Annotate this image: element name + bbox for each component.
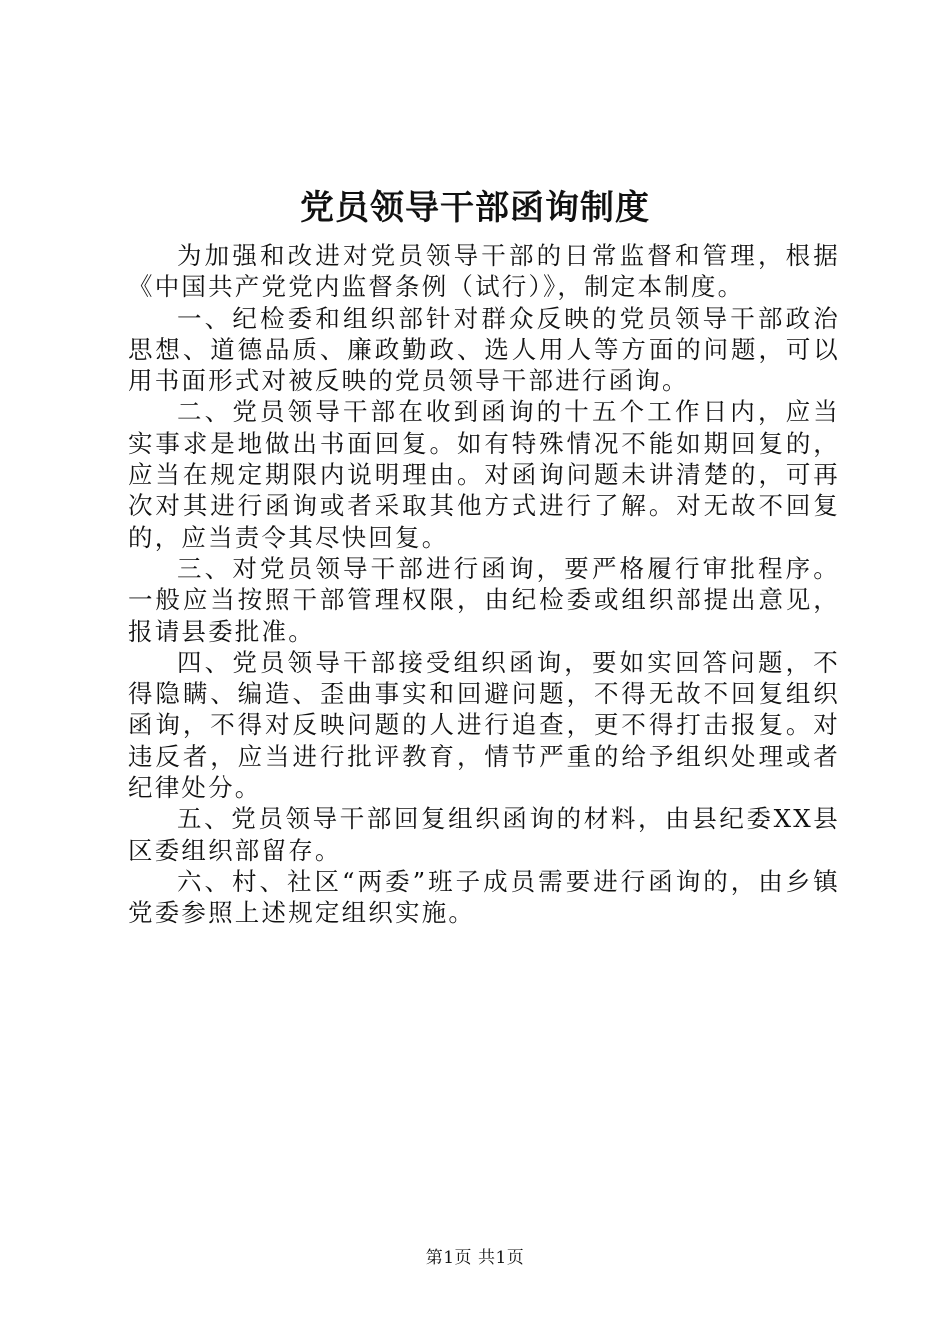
document-body	[128, 240, 840, 929]
paragraph-3: 三、对党员领导干部进行函询，要严格履行审批程序。一般应当按照干部管理权限，由纪检委或组织部提出意见，报请县委批准。	[128, 553, 840, 646]
paragraph-1: 一、纪检委和组织部针对群众反映的党员领导干部政治思想、道德品质、廉政勤政、选人用人等方面的问题，可以用书面形式对被反映的党员领导干部进行函询。	[128, 303, 840, 396]
document-title: 党员领导干部函询制度	[300, 188, 650, 228]
paragraph-intro: 为加强和改进对党员领导干部的日常监督和管理，根据《中国共产党党内监督条例（试行）》，制定本制度。	[128, 241, 840, 302]
paragraph-5: 五、党员领导干部回复组织函询的材料，由县纪委XX县区委组织部留存。	[128, 804, 840, 865]
paragraph-6: 六、村、社区“两委”班子成员需要进行函询的，由乡镇党委参照上述规定组织实施。	[128, 866, 840, 928]
paragraph-4: 四、党员领导干部接受组织函询，要如实回答问题，不得隐瞒、编造、歪曲事实和回避问题，不得无故不回复组织函询，不得对反映问题的人进行追查，更不得打击报复。对违反者，应当进行批评教育，情节严重的给予组织处理或者纪律处分。	[128, 647, 840, 803]
paragraph-2: 二、党员领导干部在收到函询的十五个工作日内，应当实事求是地做出书面回复。如有特殊情况不能如期回复的，应当在规定期限内说明理由。对函询问题未讲清楚的，可再次对其进行函询或者采取其他方式进行了解。对无故不回复的，应当责令其尽快回复。	[128, 397, 840, 552]
page-footer: 第1页 共1页	[425, 1248, 525, 1268]
